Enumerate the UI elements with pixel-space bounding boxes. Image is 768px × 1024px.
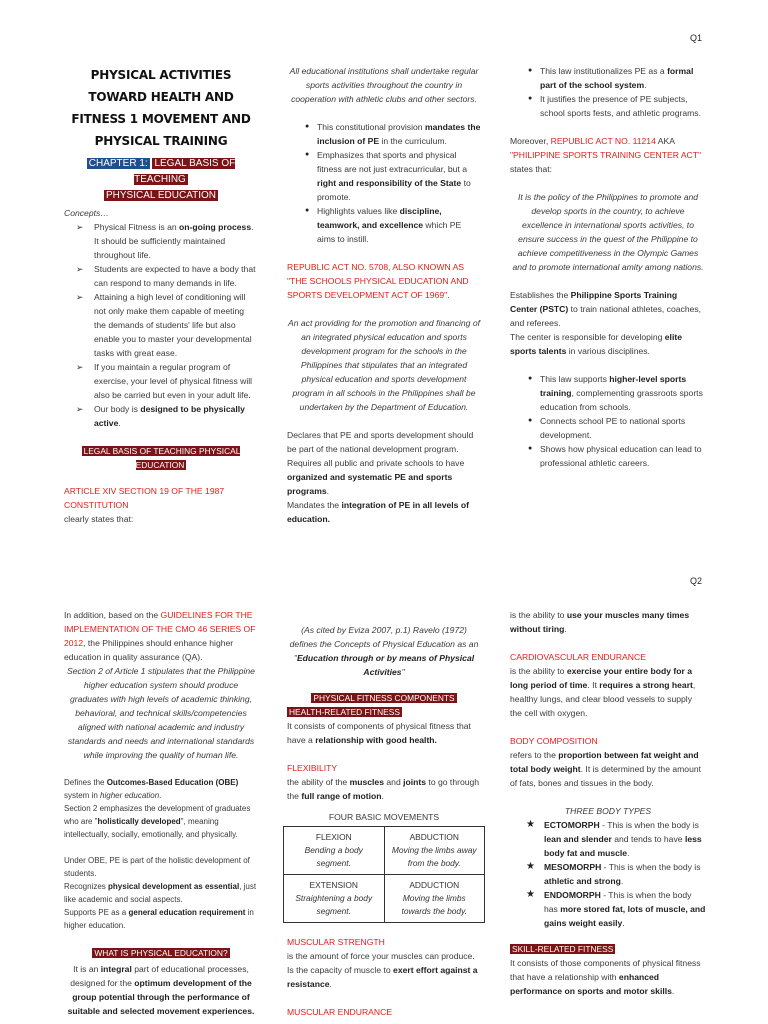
list-item [528, 414, 706, 442]
movement-cell [384, 827, 485, 875]
ra5708-quote: An act providing for the promotion and financing of an integrated physical education and sports development program for the schools in the Philippines that stipulates that an integrated physical education and sports development program in all schools in the Philippines shall be undertaken by the Department of Education. [287, 318, 481, 412]
sec2-b: holistically developed [97, 817, 181, 826]
column-1 [64, 608, 258, 1018]
cmo-pre: In addition, based on the [64, 610, 161, 620]
arrow-bullet-icon: ➢ [76, 222, 84, 232]
movement-cell [284, 875, 385, 923]
body-composition-heading: BODY COMPOSITION [510, 736, 598, 746]
muscular-strength-heading: MUSCULAR STRENGTH [287, 937, 385, 947]
list-item-text: Emphasizes that sports and physical fitness are not just extracurricular, but a [317, 150, 467, 174]
pe-definition [64, 962, 258, 1018]
ravelo-a: (As cited by Eviza 2007, p.1) Ravelo (1972) defines the Concepts of Physical Education as an " [289, 625, 479, 663]
flex-b: muscles [349, 777, 384, 787]
list-item [76, 262, 258, 290]
list-item-text: to promote. [317, 178, 471, 202]
srf-text [510, 956, 706, 998]
list-item-text: Students are expected to have a body that can respond to many demands in life. [94, 264, 256, 288]
body-type-name: MESOMORPH [544, 862, 602, 872]
hrf-a: It consists of components of physical fitness that have a [287, 721, 471, 745]
body-type-text: more stored fat, lots of muscle, and gains weight easily [544, 904, 706, 928]
document-title: PHYSICAL ACTIVITIES TOWARD HEALTH AND FITNESS 1 MOVEMENT AND PHYSICAL TRAINING [71, 68, 251, 148]
list-item [528, 92, 706, 120]
list-item [305, 148, 481, 204]
body-types-list [526, 818, 706, 930]
article-text: clearly states that: [64, 514, 134, 524]
ravelo-c: " [401, 667, 405, 677]
body-type-item [526, 888, 706, 930]
list-item [305, 120, 481, 148]
page-label: Q1 [690, 33, 703, 43]
obe-e: . [159, 791, 162, 800]
list-item-text: If you maintain a regular program of exercise, your level of physical fitness will also be carried but even in your adult life. [94, 362, 253, 400]
declares-line2c: . [326, 486, 330, 496]
obe-d: higher education [100, 791, 160, 800]
table-row [284, 827, 485, 875]
body-type-text: . [620, 876, 624, 886]
list-item-text: Our body is [94, 404, 141, 414]
pe-def-b: integral [100, 964, 132, 974]
flex-f: full range of motion [301, 791, 382, 801]
pe-def-d: optimum development of the group potential through the performance of suitable and selected movement experiences. [67, 978, 255, 1016]
cmo-title: GUIDELINES FOR THE IMPLEMENTATION OF THE CMO 46 SERIES OF 2012 [64, 610, 256, 648]
column-1 [64, 64, 258, 526]
list-item-emphasis: discipline, teamwork, and excellence [317, 206, 442, 230]
chapter-title-line2: PHYSICAL EDUCATION [105, 190, 217, 201]
pe-def-c: part of educational processes, designed for the [70, 964, 249, 988]
arrow-bullet-icon: ➢ [76, 404, 84, 414]
ra11214-end: states that: [510, 164, 553, 174]
movement-name: ADDUCTION [409, 880, 460, 890]
concepts-list [76, 220, 258, 430]
ra5708-aka: , ALSO KNOWN AS [388, 262, 465, 272]
pstc-b: Philippine Sports Training Center (PSTC) [510, 290, 678, 314]
body-type-item [526, 860, 706, 888]
legal-basis-heading: LEGAL BASIS OF TEACHING PHYSICAL EDUCATION [83, 446, 241, 470]
list-item-text: Attaining a high level of conditioning will not only make them capable of meeting the demands of students' life but also enable you to master your developmental tasks with great ease. [94, 292, 252, 358]
star-bullet-icon: ★ [526, 889, 535, 900]
chapter-title-line1: LEGAL BASIS OF TEACHING [134, 158, 236, 185]
srf-a: It consists of those components of physical fitness that have a relationship with [510, 958, 701, 982]
list-item [528, 372, 706, 414]
list-item [528, 442, 706, 470]
ra5708-title: "THE SCHOOLS PHYSICAL EDUCATION AND SPORTS DEVELOPMENT ACT OF 1969" [287, 276, 469, 300]
srf-heading: SKILL-RELATED FITNESS [512, 944, 614, 954]
list-item-text: Shows how physical education can lead to professional athletic careers. [540, 444, 702, 468]
body-type-text: lean and slender [544, 834, 612, 844]
ra5708-notes [287, 428, 481, 526]
pstc-f: in various disciplines. [566, 346, 650, 356]
movement-name: EXTENSION [309, 880, 358, 890]
list-item-text: Connects school PE to national sports development. [540, 416, 686, 440]
column-2 [287, 623, 481, 1019]
list-item-emphasis: higher-level sports training [540, 374, 687, 398]
list-item-text: This law supports [540, 374, 610, 384]
flex-d: joints [403, 777, 427, 787]
declares-line3b: integration of PE in all levels of education. [287, 500, 469, 524]
list-item-emphasis: designed to be physically active [94, 404, 245, 428]
body-type-text: athletic and strong [544, 876, 621, 886]
body-type-text: . [627, 848, 630, 858]
under-obe-c: physical development as essential [108, 882, 240, 891]
muscular-strength-text [287, 949, 481, 991]
constitution-bullets [305, 120, 481, 246]
column-3 [510, 64, 706, 470]
cardio-heading: CARDIOVASCULAR ENDURANCE [510, 652, 646, 662]
me-c: . [564, 624, 567, 634]
ra5708-bullets [528, 64, 706, 120]
pstc-c: to train national athletes, coaches, and referees. [510, 304, 702, 328]
bc-c: . It is determined by the amount of fats, bones and tissues in the body. [510, 764, 702, 788]
ms-a: is the amount of force your muscles can produce. Is the capacity of muscle to [287, 951, 475, 975]
movement-name: FLEXION [315, 832, 352, 842]
chapter-prefix: CHAPTER 1: [88, 158, 148, 169]
list-item [76, 360, 258, 402]
declares-line2b: organized and systematic PE and sports programs [287, 472, 453, 496]
obe-a: Defines the [64, 778, 107, 787]
cardio-a: is the ability to [510, 666, 567, 676]
what-is-pe-heading: WHAT IS PHYSICAL EDUCATION? [94, 948, 228, 958]
ra5708-heading [287, 260, 481, 302]
body-composition-text [510, 748, 706, 790]
list-item [76, 220, 258, 262]
body-type-text: less body fat and muscle [544, 834, 702, 858]
body-type-item [526, 818, 706, 860]
movement-desc: Moving the limbs towards the body. [401, 893, 467, 916]
list-item-emphasis: formal part of the school system [540, 66, 694, 90]
list-item-text: in the curriculum. [379, 136, 447, 146]
ms-c: . [329, 979, 332, 989]
list-item-text: It justifies the presence of PE subjects, school sports fests, and athletic programs. [540, 94, 701, 118]
ra5708-number: REPUBLIC ACT NO. 5708 [287, 262, 389, 272]
sec2-a: Section 2 emphasizes the development of graduates who are " [64, 804, 251, 826]
movement-cell [384, 875, 485, 923]
flexibility-text [287, 775, 481, 803]
body-type-text: - This is when the body is [601, 862, 701, 872]
under-obe-notes [64, 854, 258, 932]
article-heading: ARTICLE XIV SECTION 19 OF THE 1987 CONSTITUTION [64, 486, 225, 510]
under-obe-e: Supports PE as a [64, 908, 129, 917]
ra11214-title: "PHILIPPINE SPORTS TRAINING CENTER ACT" [510, 150, 702, 160]
body-type-text: and tends to have [611, 834, 685, 844]
four-basic-movements-title: FOUR BASIC MOVEMENTS [328, 812, 440, 822]
list-item [528, 64, 706, 92]
constitution-quote: All educational institutions shall undertake regular sports activities throughout the country in cooperation with athletic clubs and other sectors. [289, 66, 479, 104]
ra11214-aka: AKA [655, 136, 675, 146]
body-type-name: ECTOMORPH [544, 820, 600, 830]
declares-line2a: Requires all public and private schools to have [287, 458, 465, 468]
list-item-emphasis: mandates the inclusion of PE [317, 122, 481, 146]
ra11214-quote: It is the policy of the Philippines to promote and develop sports in the country, to achieve excellence in international sports activities, to ensure success in the quest of the Philippine to achieve competitiveness in the Olympic Games and to promote international amity among nations. [512, 192, 704, 272]
movement-desc: Bending a body segment. [304, 845, 363, 868]
movement-cell [284, 827, 385, 875]
hrf-heading: HEALTH-RELATED FITNESS [289, 707, 400, 717]
page-label: Q2 [690, 576, 703, 586]
under-obe-d: , just like academic and social aspects. [64, 882, 257, 904]
ra5708-end: . [447, 290, 450, 300]
body-type-name: ENDOMORPH [544, 890, 601, 900]
cardio-c: . It [587, 680, 600, 690]
column-3 [510, 608, 706, 998]
list-item-text: This law institutionalizes PE as a [540, 66, 668, 76]
under-obe-f: general education requirement [128, 908, 246, 917]
list-item-text: . [118, 418, 121, 428]
cardio-e: , healthy lungs, and clear blood vessels to supply the cell with oxygen. [510, 680, 696, 718]
arrow-bullet-icon: ➢ [76, 292, 84, 302]
ra11214-pre: Moreover, [510, 136, 551, 146]
cmo-paragraph [64, 608, 258, 664]
srf-c: . [671, 986, 675, 996]
body-type-text: - This is when the body is [599, 820, 699, 830]
pstc-e: elite sports talents [510, 332, 682, 356]
list-item-emphasis: on-going process [179, 222, 252, 232]
me-b: use your muscles many times without tiring [510, 610, 690, 634]
movement-name: ABDUCTION [409, 832, 459, 842]
column-2 [287, 64, 481, 526]
obe-b: Outcomes-Based Education (OBE) [106, 778, 239, 787]
ms-b: exert effort against a resistance [287, 965, 478, 989]
pstc-d: The center is responsible for developing [510, 332, 665, 342]
concepts-label: Concepts… [64, 208, 109, 218]
list-item-text: Highlights values like [317, 206, 400, 216]
pe-def-a: It is an [73, 964, 101, 974]
pstc-a: Establishes the [510, 290, 571, 300]
arrow-bullet-icon: ➢ [76, 264, 84, 274]
declares-line1: Declares that PE and sports development should be part of the national development program. [287, 430, 474, 454]
hrf-text [287, 719, 481, 747]
pfc-heading: PHYSICAL FITNESS COMPONENTS [313, 693, 455, 703]
ra11214-number: REPUBLIC ACT NO. 11214 [550, 136, 656, 146]
ra11214-bullets [528, 372, 706, 470]
list-item [76, 290, 258, 360]
ravelo-quote [287, 623, 481, 679]
under-obe-b: Recognizes [64, 882, 109, 891]
obe-notes [64, 776, 258, 841]
star-bullet-icon: ★ [526, 819, 535, 830]
ravelo-b: Education through or by means of Physical Activities [296, 653, 475, 677]
movement-desc: Straightening a body segment. [295, 893, 373, 916]
list-item [305, 204, 481, 246]
list-item-text: . It should be sufficiently maintained throughout life. [94, 222, 254, 260]
body-type-text: . [622, 918, 625, 928]
arrow-bullet-icon: ➢ [76, 362, 84, 372]
muscular-endurance-text [510, 608, 706, 636]
list-item [76, 402, 258, 430]
pstc-notes [510, 288, 706, 358]
bc-b: proportion between fat weight and total body weight [510, 750, 699, 774]
three-body-types-title: THREE BODY TYPES [564, 806, 652, 816]
list-item-text: which PE aims to instill. [317, 220, 462, 244]
declares-line3a: Mandates the [287, 500, 342, 510]
body-type-text: - This is when the body has [544, 890, 692, 914]
me-a: is the ability to [510, 610, 567, 620]
under-obe-g: in higher education. [64, 908, 254, 930]
list-item-emphasis: right and responsibility of the State [317, 178, 462, 188]
muscular-endurance-heading: MUSCULAR ENDURANCE [287, 1007, 393, 1017]
list-item-text: Physical Fitness is an [94, 222, 180, 232]
cardio-d: requires a strong heart [599, 680, 693, 690]
cmo-post: , the Philippines should enhance higher education in quality assurance (QA). [64, 638, 234, 662]
section2-quote: Section 2 of Article 1 stipulates that the Philippine higher education system should produce graduates with high levels of academic thinking, behavioral, and technical skills/competencies aligned with national academic and industry standards and needs and international standards while improving the quality of human life. [67, 666, 255, 760]
under-obe-a: Under OBE, PE is part of the holistic development of students. [64, 856, 250, 878]
list-item-text: . [644, 80, 647, 90]
ra11214-heading [510, 134, 706, 176]
star-bullet-icon: ★ [526, 861, 535, 872]
movements-table [283, 826, 485, 923]
flexibility-heading: FLEXIBILITY [287, 763, 338, 773]
srf-b: enhanced performance on sports and motor skills [510, 972, 672, 996]
obe-c: system in [64, 791, 101, 800]
cardio-text [510, 664, 706, 720]
movement-desc: Moving the limbs away from the body. [391, 845, 477, 868]
list-item-text: , complementing grassroots sports education from schools. [540, 388, 703, 412]
table-row [284, 875, 485, 923]
bc-a: refers to the [510, 750, 559, 760]
flex-a: the ability of the [287, 777, 350, 787]
flex-c: and [384, 777, 404, 787]
cardio-b: exercise your entire body for a long period of time [510, 666, 692, 690]
chapter-heading [64, 156, 258, 204]
list-item-text: This constitutional provision [317, 122, 425, 132]
flex-e: to go through the [287, 777, 480, 801]
hrf-b: relationship with good health. [315, 735, 437, 745]
page-q2 [0, 568, 768, 1024]
flex-g: . [381, 791, 384, 801]
sec2-c: ", meaning intellectually, socially, emotionally, and physically. [64, 817, 238, 839]
